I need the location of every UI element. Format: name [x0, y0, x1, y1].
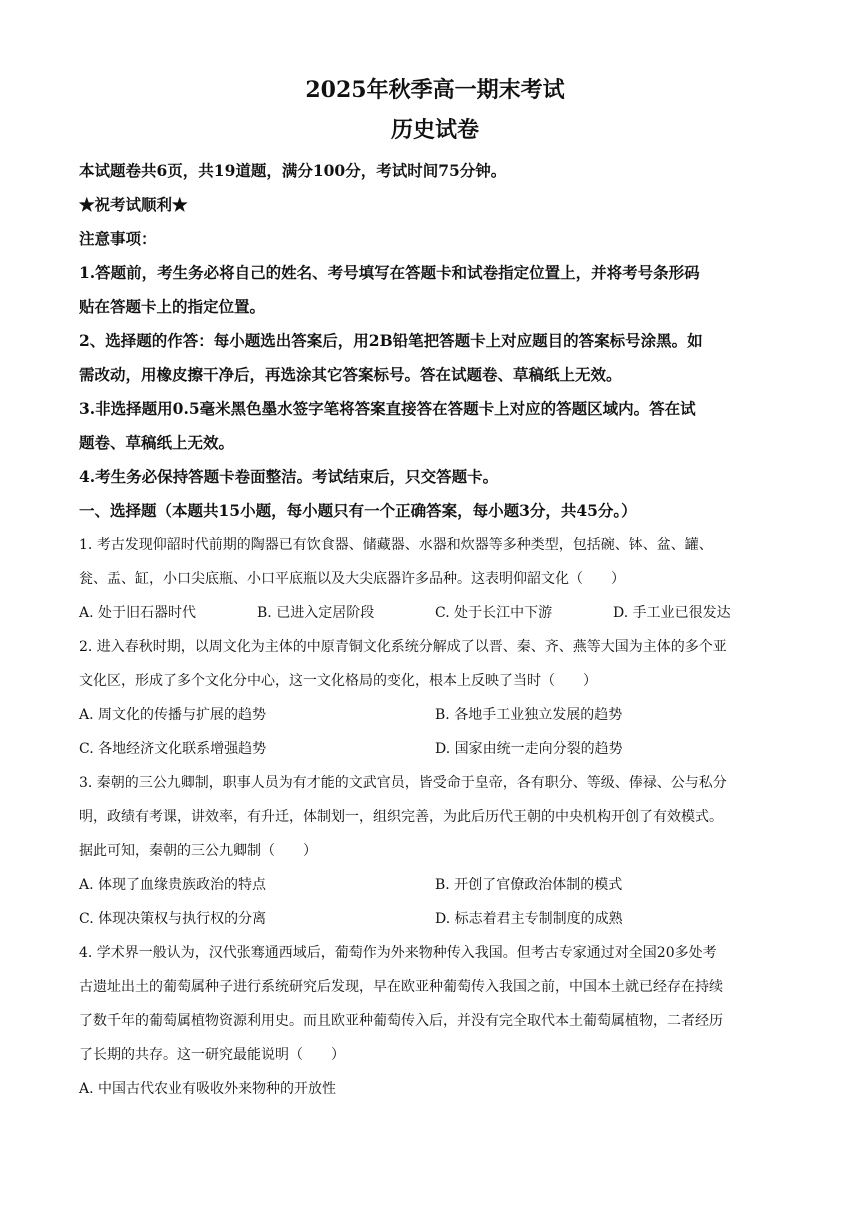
question-options	[79, 698, 791, 766]
option-a: A. 处于旧石器时代	[79, 605, 197, 621]
option-c: C. 体现决策权与执行权的分离	[79, 911, 267, 927]
question-stem-line: 了长期的共存。这一研究最能说明（ ）	[79, 1047, 345, 1063]
option-d: D. 标志着君主专制制度的成熟	[435, 911, 623, 927]
option-b: B. 各地手工业独立发展的趋势	[435, 707, 623, 723]
exam-wish: ★祝考试顺利★	[79, 195, 188, 214]
notice-list	[79, 256, 791, 494]
exam-title: 2025年秋季高一期末考试	[305, 77, 565, 103]
question-2	[79, 630, 791, 766]
notice-line: 1.答题前，考生务必将自己的姓名、考号填写在答题卡和试卷指定位置上，并将考号条形码	[79, 263, 700, 282]
question-stem-line: 了数千年的葡萄属植物资源利用史。而且欧亚种葡萄传入后，并没有完全取代本土葡萄属植物，二者经历	[79, 1013, 723, 1029]
question-stem-line: 2. 进入春秋时期，以周文化为主体的中原青铜文化系统分解成了以晋、秦、齐、燕等大国为主体的多个亚	[79, 639, 727, 655]
notice-line: 4.考生务必保持答题卡卷面整洁。考试结束后，只交答题卡。	[79, 467, 499, 486]
section-heading: 一、选择题（本题共15小题，每小题只有一个正确答案，每小题3分，共45分。）	[79, 501, 637, 520]
question-stem-line: 文化区，形成了多个文化分中心，这一文化格局的变化，根本上反映了当时（ ）	[79, 673, 597, 689]
option-c: C. 处于长江中下游	[435, 605, 553, 621]
option-a: A. 周文化的传播与扩展的趋势	[79, 707, 267, 723]
notice-line: 需改动，用橡皮擦干净后，再选涂其它答案标号。答在试题卷、草稿纸上无效。	[79, 365, 622, 384]
question-4	[79, 936, 791, 1106]
exam-subject: 历史试卷	[390, 117, 479, 143]
question-options	[79, 1072, 791, 1106]
exam-info: 本试题卷共6页，共19道题，满分100分，考试时间75分钟。	[79, 161, 507, 180]
notice-heading: 注意事项：	[79, 229, 157, 248]
question-stem-line: 瓮、盂、缸，小口尖底瓶、小口平底瓶以及大尖底器许多品种。这表明仰韶文化（ ）	[79, 571, 625, 587]
question-options	[79, 596, 791, 630]
question-stem-line: 4. 学术界一般认为，汉代张骞通西域后，葡萄作为外来物种传入我国。但考古专家通过对全国20多处考	[79, 945, 717, 961]
notice-line: 2、选择题的作答：每小题选出答案后，用2B铅笔把答题卡上对应题目的答案标号涂黑。如	[79, 331, 703, 350]
question-options	[79, 868, 791, 936]
question-3	[79, 766, 791, 936]
option-a: A. 中国古代农业有吸收外来物种的开放性	[79, 1081, 337, 1097]
option-d: D. 手工业已很发达	[613, 605, 731, 621]
option-a: A. 体现了血缘贵族政治的特点	[79, 877, 267, 893]
option-c: C. 各地经济文化联系增强趋势	[79, 741, 267, 757]
notice-line: 贴在答题卡上的指定位置。	[79, 297, 266, 316]
exam-page	[79, 70, 791, 1106]
option-b: B. 已进入定居阶段	[257, 605, 375, 621]
question-stem-line: 3. 秦朝的三公九卿制，职事人员为有才能的文武官员，皆受命于皇帝，各有职分、等级、俸禄、公与私分	[79, 775, 727, 791]
question-stem-line: 古遗址出土的葡萄属种子进行系统研究后发现，早在欧亚种葡萄传入我国之前，中国本土就已经存在持续	[79, 979, 723, 995]
notice-line: 题卷、草稿纸上无效。	[79, 433, 235, 452]
question-stem-line: 明，政绩有考课，讲效率，有升迁，体制划一，组织完善，为此后历代王朝的中央机构开创了有效模式。	[79, 809, 723, 825]
option-b: B. 开创了官僚政治体制的模式	[435, 877, 623, 893]
question-1	[79, 528, 791, 630]
notice-line: 3.非选择题用0.5毫米黑色墨水签字笔将答案直接答在答题卡上对应的答题区域内。答在试	[79, 399, 696, 418]
question-stem-line: 1. 考古发现仰韶时代前期的陶器已有饮食器、储藏器、水器和炊器等多种类型，包括碗、钵、盆、罐、	[79, 537, 713, 553]
option-d: D. 国家由统一走向分裂的趋势	[435, 741, 623, 757]
question-stem-line: 据此可知，秦朝的三公九卿制（ ）	[79, 843, 317, 859]
